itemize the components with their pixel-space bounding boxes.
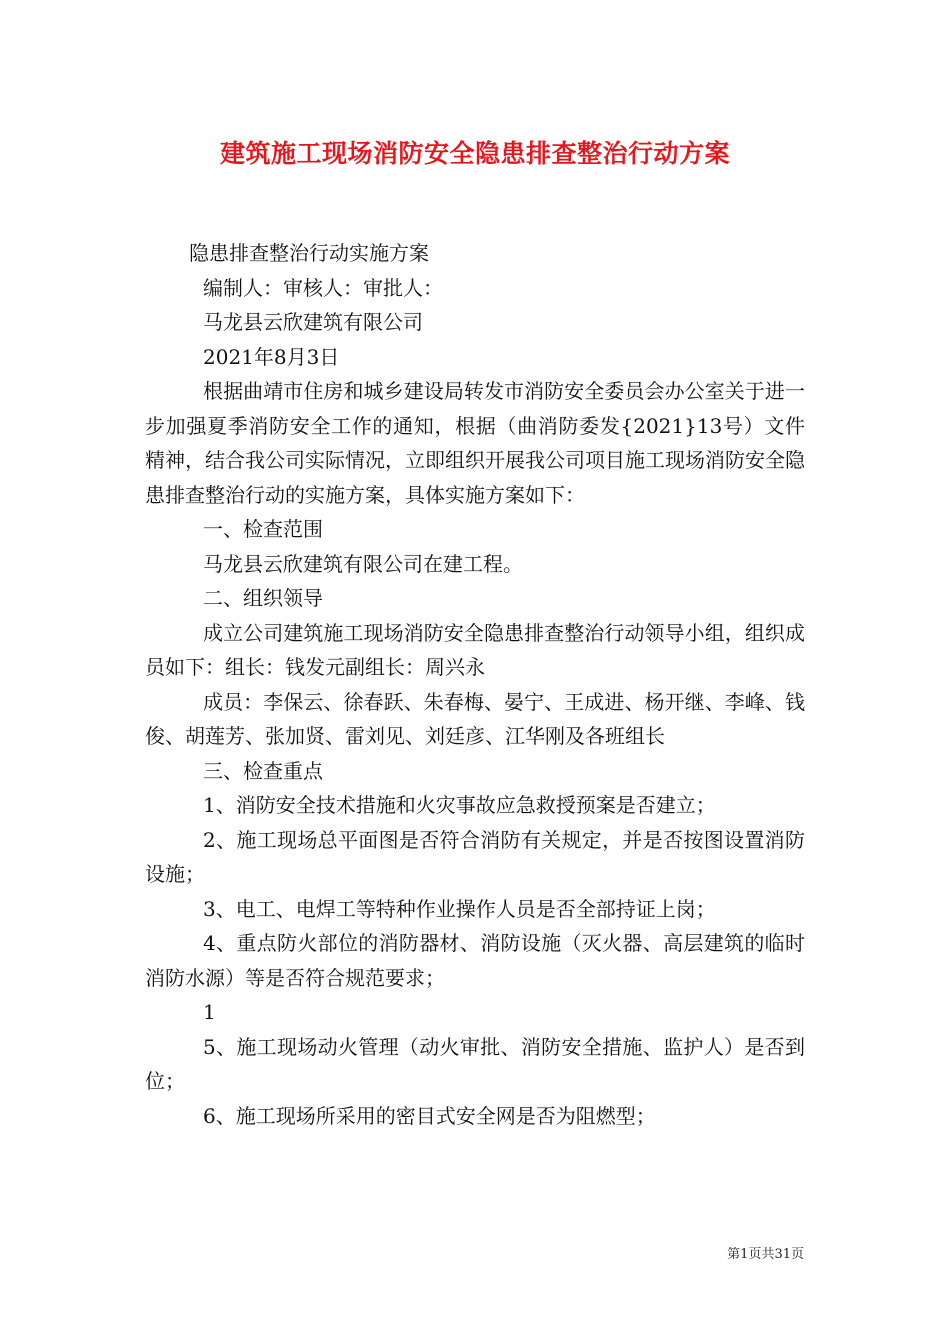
check-item-3: 3、电工、电焊工等特种作业操作人员是否全部持证上岗；: [203, 896, 716, 921]
section-heading-1: 一、检查范围: [203, 517, 323, 541]
check-item-4: 4、重点防火部位的消防器材、消防设施（灭火器、高层建筑的临时消防水源）等是否符合规范要求；: [145, 931, 805, 990]
check-item-2: 2、施工现场总平面图是否符合消防有关规定，并是否按图设置消防设施；: [145, 827, 805, 886]
check-item-6: 6、施工现场所采用的密目式安全网是否为阻燃型；: [203, 1103, 656, 1128]
company-line: 马龙县云欣建筑有限公司: [203, 310, 423, 334]
leadership-paragraph: 成立公司建筑施工现场消防安全隐患排查整治行动领导小组，组织成员如下：组长：钱发元副组长：周兴永: [145, 620, 805, 679]
subtitle-line: 隐患排查整治行动实施方案: [189, 241, 429, 265]
author-line: 编制人：审核人：审批人：: [203, 275, 443, 300]
date-line: 2021年8月3日: [203, 344, 340, 369]
check-item-5: 5、施工现场动火管理（动火审批、消防安全措施、监护人）是否到位；: [145, 1034, 805, 1093]
document-title: 建筑施工现场消防安全隐患排查整治行动方案: [219, 139, 730, 168]
inline-page-number: 1: [203, 1000, 216, 1024]
members-paragraph: 成员：李保云、徐春跃、朱春梅、晏宁、王成进、杨开继、李峰、钱俊、胡莲芳、张加贤、雷刘见、刘廷彦、江华刚及各班组长: [145, 689, 805, 748]
section-heading-3: 三、检查重点: [203, 758, 323, 783]
document-body: [145, 236, 805, 1133]
intro-paragraph: 根据曲靖市住房和城乡建设局转发市消防安全委员会办公室关于进一步加强夏季消防安全工作的通知，根据（曲消防委发{2021}13号）文件精神，结合我公司实际情况，立即组织开展我公司项目施工现场消防安全隐患排查整治行动的实施方案，具体实施方案如下：: [145, 379, 805, 507]
section-heading-2: 二、组织领导: [203, 586, 323, 610]
page-footer: 第1页共31页: [727, 1247, 804, 1262]
check-item-1: 1、消防安全技术措施和火灾事故应急救授预案是否建立；: [203, 793, 716, 817]
scope-paragraph: 马龙县云欣建筑有限公司在建工程。: [203, 551, 523, 576]
